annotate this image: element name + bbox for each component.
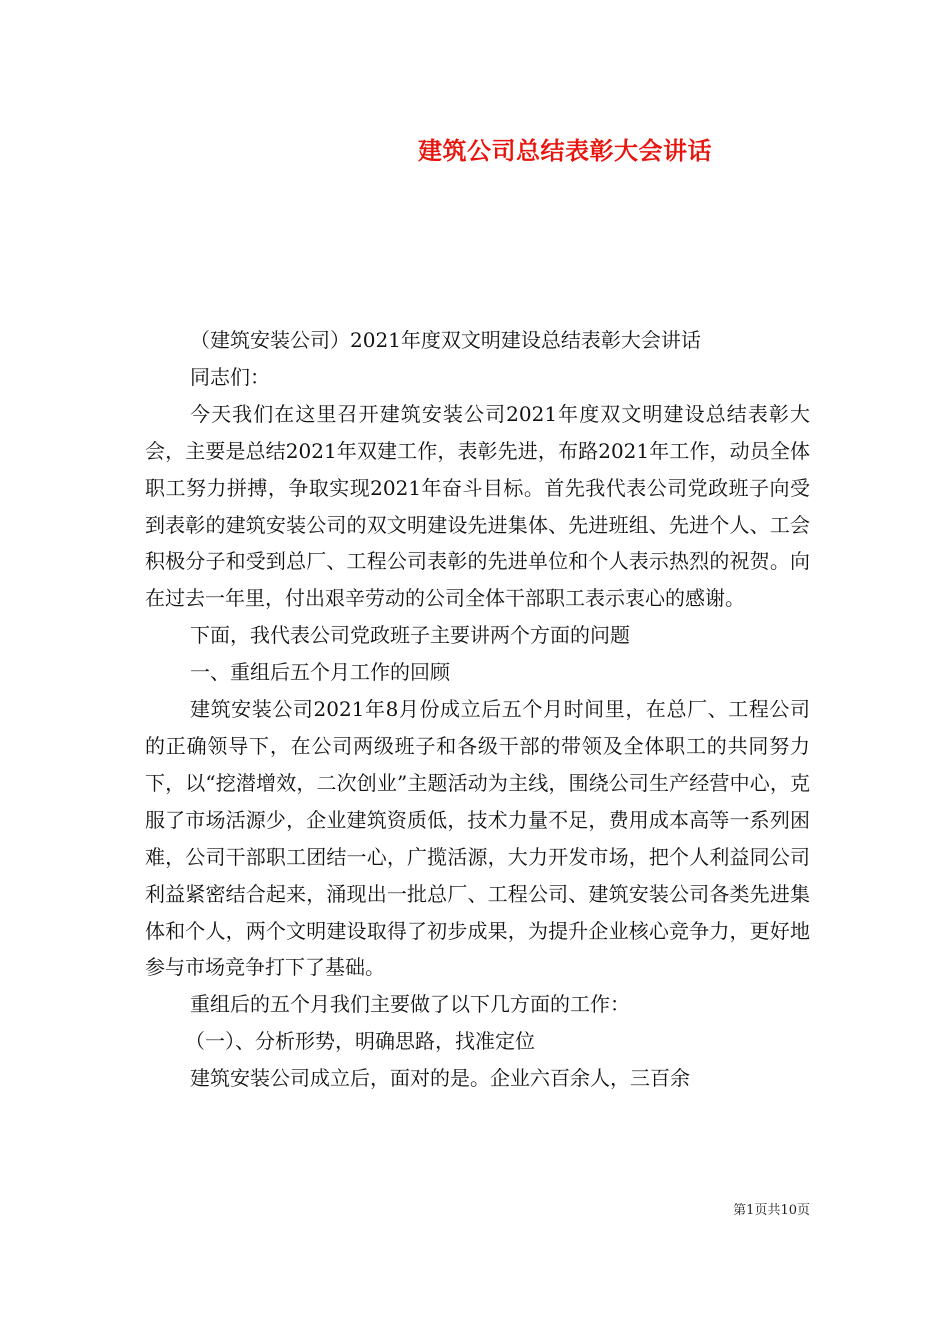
section-heading: 一、重组后五个月工作的回顾 xyxy=(190,660,450,685)
subtitle-paragraph: （建筑安装公司）2021年度双文明建设总结表彰大会讲话 xyxy=(190,328,701,352)
subsection-heading: （一）、分析形势，明确思路，找准定位 xyxy=(185,1029,535,1054)
document-title: 建筑公司总结表彰大会讲话 xyxy=(418,137,712,165)
body-paragraph: 建筑安装公司2021年8月份成立后五个月时间里，在总厂、工程公司的正确领导下，在公司两级班子和各级干部的带领及全体职工的共同努力下，以“挖潜增效，二次创业”主题活动为主线，围绕公司生产经营中心，克服了市场活源少，企业建筑资质低，技术力量不足，费用成本高等一系列困难，公司干部职工团结一心，广揽活源，大力开发市场，把个人利益同公司利益紧密结合起来，涌现出一批总厂、工程公司、建筑安装公司各类先进集体和个人，两个文明建设取得了初步成果，为提升企业核心竞争力，更好地参与市场竞争打下了基础。 xyxy=(145,697,810,980)
body-paragraph: 建筑安装公司成立后，面对的是。企业六百余人，三百余 xyxy=(190,1066,690,1091)
body-paragraph: 下面，我代表公司党政班子主要讲两个方面的问题 xyxy=(190,623,630,648)
document-body xyxy=(145,322,810,1097)
salutation-paragraph: 同志们： xyxy=(190,364,270,389)
body-paragraph: 今天我们在这里召开建筑安装公司2021年度双文明建设总结表彰大会，主要是总结2021年双建工作，表彰先进，布路2021年工作，动员全体职工努力拼搏，争取实现2021年奋斗目标。首先我代表公司党政班子向受到表彰的建筑安装公司的双文明建设先进集体、先进班组、先进个人、工会积极分子和受到总厂、工程公司表彰的先进单位和个人表示热烈的祝贺。向在过去一年里，付出艰辛劳动的公司全体干部职工表示衷心的感谢。 xyxy=(145,401,810,611)
page-footer: 第1页共10页 xyxy=(733,1203,810,1218)
body-paragraph: 重组后的五个月我们主要做了以下几方面的工作： xyxy=(190,992,630,1017)
